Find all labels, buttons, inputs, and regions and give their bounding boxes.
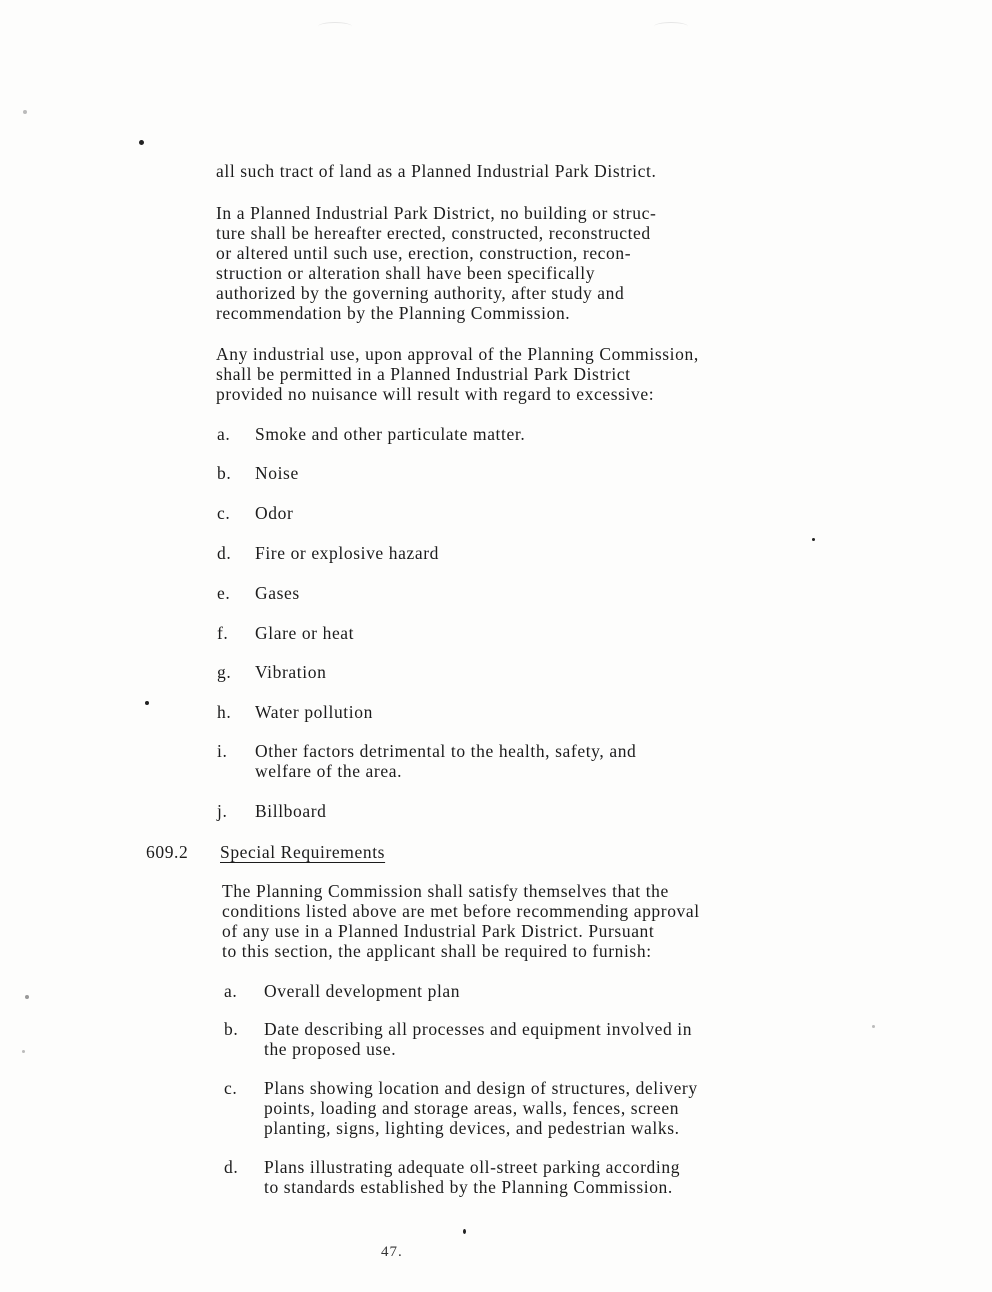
list-text: planting, signs, lighting devices, and pedestrian walks. xyxy=(264,1118,680,1138)
list-text: Vibration xyxy=(255,662,327,682)
list-text: Glare or heat xyxy=(255,623,355,643)
text-line: authorized by the governing authority, after study and xyxy=(216,283,625,303)
section-title: Special Requirements xyxy=(220,842,386,862)
list-letter: j. xyxy=(217,801,228,821)
list-letter: d. xyxy=(224,1157,239,1177)
text-line: In a Planned Industrial Park District, no building or struc- xyxy=(216,203,657,223)
scan-speck xyxy=(145,701,149,705)
list-text: Plans illustrating adequate oll-street parking according xyxy=(264,1157,681,1177)
list-text: points, loading and storage areas, walls, fences, screen xyxy=(264,1098,680,1118)
scan-mark xyxy=(318,22,352,31)
text-line: struction or alteration shall have been specifically xyxy=(216,263,596,283)
text-line: conditions listed above are met before recommending approval xyxy=(222,901,700,921)
text-line: provided no nuisance will result with regard to excessive: xyxy=(216,384,655,404)
scan-speck xyxy=(872,1025,875,1028)
text-line: Any industrial use, upon approval of the Planning Commission, xyxy=(216,344,699,364)
list-text: Noise xyxy=(255,463,299,483)
list-text: Overall development plan xyxy=(264,981,461,1001)
scan-speck xyxy=(23,110,27,114)
scan-speck xyxy=(22,1050,25,1053)
page-number: 47. xyxy=(381,1244,403,1260)
list-text: Date describing all processes and equipment involved in xyxy=(264,1019,693,1039)
text-line: to this section, the applicant shall be required to furnish: xyxy=(222,941,652,961)
scan-speck xyxy=(139,140,144,145)
scan-speck xyxy=(463,1229,466,1234)
list-text: Odor xyxy=(255,503,294,523)
scan-mark xyxy=(654,22,688,31)
list-text: Plans showing location and design of structures, delivery xyxy=(264,1078,698,1098)
list-letter: h. xyxy=(217,702,232,722)
text-line: or altered until such use, erection, construction, recon- xyxy=(216,243,632,263)
list-text: Smoke and other particulate matter. xyxy=(255,424,526,444)
list-text: the proposed use. xyxy=(264,1039,397,1059)
text-line: The Planning Commission shall satisfy themselves that the xyxy=(222,881,669,901)
section-number: 609.2 xyxy=(146,842,189,862)
list-letter: b. xyxy=(217,463,232,483)
list-text: Other factors detrimental to the health, safety, and xyxy=(255,741,637,761)
list-letter: c. xyxy=(224,1078,238,1098)
list-letter: b. xyxy=(224,1019,239,1039)
list-text: to standards established by the Planning Commission. xyxy=(264,1177,673,1197)
list-letter: e. xyxy=(217,583,231,603)
list-text: Gases xyxy=(255,583,300,603)
list-letter: a. xyxy=(217,424,231,444)
text-line: ture shall be hereafter erected, constructed, reconstructed xyxy=(216,223,651,243)
list-text: Fire or explosive hazard xyxy=(255,543,439,563)
list-letter: f. xyxy=(217,623,229,643)
list-letter: d. xyxy=(217,543,232,563)
list-letter: i. xyxy=(217,741,228,761)
list-letter: a. xyxy=(224,981,238,1001)
text-line: recommendation by the Planning Commission. xyxy=(216,303,571,323)
list-text: welfare of the area. xyxy=(255,761,403,781)
intro-line: all such tract of land as a Planned Industrial Park District. xyxy=(216,161,657,181)
list-text: Billboard xyxy=(255,801,327,821)
text-line: shall be permitted in a Planned Industrial Park District xyxy=(216,364,631,384)
list-letter: g. xyxy=(217,662,232,682)
list-letter: c. xyxy=(217,503,231,523)
scan-speck xyxy=(25,995,29,999)
list-text: Water pollution xyxy=(255,702,373,722)
text-line: of any use in a Planned Industrial Park District. Pursuant xyxy=(222,921,655,941)
scan-speck xyxy=(812,538,815,541)
